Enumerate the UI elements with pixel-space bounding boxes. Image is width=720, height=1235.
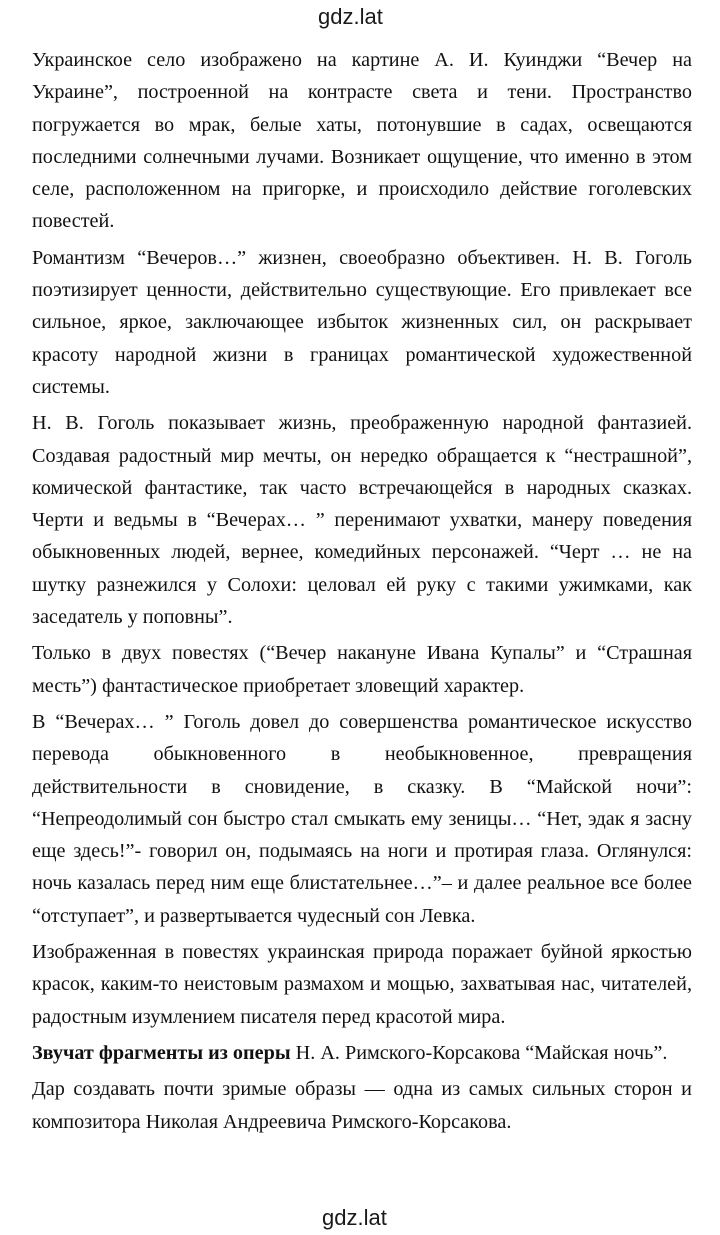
paragraph-6: Изображенная в повестях украинская природа поражает буйной яркостью красок, каким-то неистовым размахом и мощью, захватывая нас, читателей, радостным изумлением писателя перед красотой мира.	[32, 941, 692, 1028]
watermark-footer: gdz.lat	[322, 1205, 387, 1230]
paragraph-1: Украинское село изображено на картине А. И. Куинджи “Вечер на Украине”, построенной на контрасте света и тени. Пространство погружается во мрак, белые хаты, потонувшие в садах, освещаются последними солнечными лучами. Возникает ощущение, что именно в этом селе, расположенном на пригорке, и происходило действие гоголевских повестей.	[32, 49, 692, 233]
paragraph-5: В “Вечерах… ” Гоголь довел до совершенства романтическое искусство перевода обыкновенного в необыкновенное, превращения действительности в сновидение, в сказку. В “Майской ночи”: “Непреодолимый сон быстро стал смыкать ему зеницы… “Нет, эдак я засну еще здесь!”- говорил он, подымаясь на ноги и протирая глаза. Оглянулся: ночь казалась перед ним еще блистательнее…”– и далее реальное все более “отступает”, и развертывается чудесный сон Левка.	[32, 710, 692, 927]
paragraph-last: Дар создавать почти зримые образы — одна из самых сильных сторон и композитора Николая Андреевича Римского-Корсакова.	[32, 1078, 692, 1133]
music-note-rest: Н. А. Римского-Корсакова “Майская ночь”.	[290, 1041, 668, 1064]
music-note-bold: Звучат фрагменты из оперы	[32, 1041, 291, 1064]
music-note-paragraph	[32, 1037, 692, 1069]
paragraph-2: Романтизм “Вечеров…” жизнен, своеобразно объективен. Н. В. Гоголь поэтизирует ценности, действительно существующие. Его привлекает все сильное, яркое, заключающее избыток жизненных сил, он раскрывает красоту народной жизни в границах романтической художественной системы.	[32, 246, 692, 398]
watermark-header: gdz.lat	[318, 4, 383, 29]
paragraph-3: Н. В. Гоголь показывает жизнь, преображенную народной фантазией. Создавая радостный мир мечты, он нередко обращается к “нестрашной”, комической фантастике, так часто встречающейся в народных сказках. Черти и ведьмы в “Вечерах… ” перенимают ухватки, манеру поведения обыкновенных людей, вернее, комедийных персонажей. “Черт … не на шутку разнежился у Солохи: целовал ей руку с такими ужимками, как заседатель у поповны”.	[32, 412, 692, 629]
paragraph-4: Только в двух повестях (“Вечер накануне Ивана Купалы” и “Страшная месть”) фантастическое приобретает зловещий характер.	[32, 642, 692, 697]
document-body	[32, 44, 692, 1138]
